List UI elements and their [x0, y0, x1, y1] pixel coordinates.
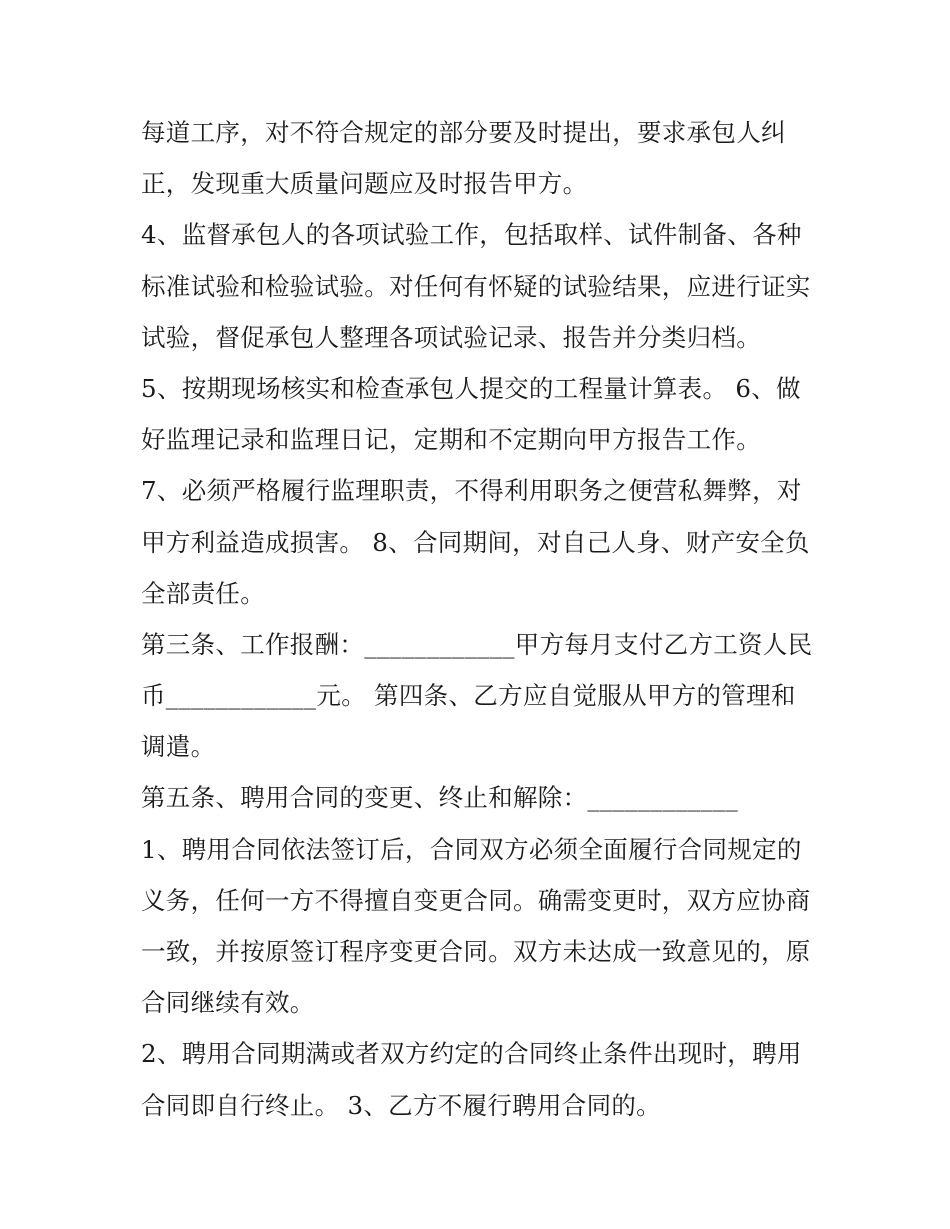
text-line-14: 第五条、聘用合同的变更、终止和解除：____________ [141, 783, 738, 813]
text-line-5: 试验，督促承包人整理各项试验记录、报告并分类归档。 [141, 322, 761, 352]
text-line-11: 第三条、工作报酬：____________甲方每月支付乙方工资人民 [141, 629, 813, 659]
text-line-7: 好监理记录和监理日记，定期和不定期向甲方报告工作。 [141, 425, 761, 455]
text-line-3: 4、监督承包人的各项试验工作，包括取样、试件制备、各种 [141, 220, 802, 250]
text-line-10: 全部责任。 [141, 578, 265, 608]
text-line-20: 合同即自行终止。 3、乙方不履行聘用合同的。 [141, 1090, 661, 1120]
text-line-9: 甲方利益造成损害。 8、合同期间，对自己人身、财产安全负 [141, 527, 810, 557]
text-line-15: 1、聘用合同依法签订后，合同双方必须全面履行合同规定的 [141, 834, 802, 864]
text-line-16: 义务，任何一方不得擅自变更合同。确需变更时，双方应协商 [141, 885, 811, 915]
text-line-19: 2、聘用合同期满或者双方约定的合同终止条件出现时，聘用 [141, 1039, 802, 1069]
text-line-6: 5、按期现场核实和检查承包人提交的工程量计算表。 6、做 [141, 373, 801, 403]
document-body [141, 107, 821, 1131]
text-line-12: 币____________元。 第四条、乙方应自觉服从甲方的管理和 [141, 681, 796, 711]
text-line-2: 正，发现重大质量问题应及时报告甲方。 [141, 169, 588, 199]
text-line-18: 合同继续有效。 [141, 988, 315, 1018]
text-line-17: 一致，并按原签订程序变更合同。双方未达成一致意见的，原 [141, 937, 811, 966]
text-line-13: 调遣。 [141, 732, 216, 762]
text-line-1: 每道工序，对不符合规定的部分要及时提出，要求承包人纠 [141, 118, 786, 147]
text-line-8: 7、必须严格履行监理职责，不得利用职务之便营私舞弊，对 [141, 476, 802, 506]
text-line-4: 标准试验和检验试验。对任何有怀疑的试验结果，应进行证实 [141, 271, 811, 301]
